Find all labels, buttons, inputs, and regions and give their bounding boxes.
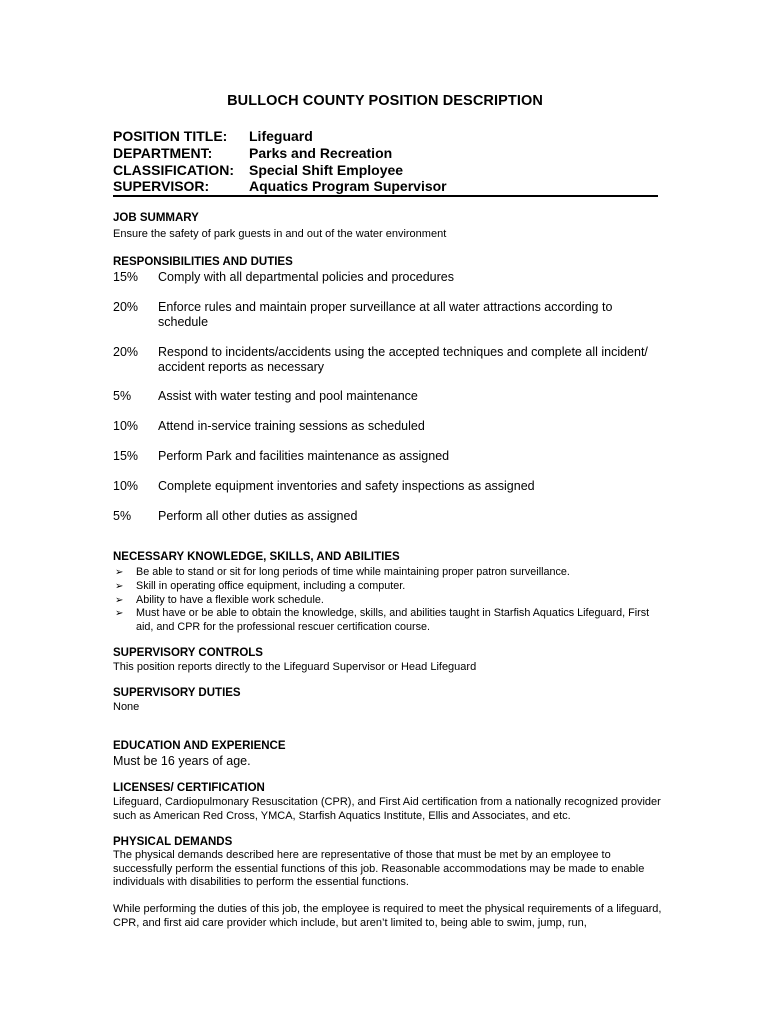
header-value: Special Shift Employee bbox=[249, 162, 404, 178]
arrow-bullet-icon: ➢ bbox=[115, 595, 124, 606]
physical-demands-text-continued: While performing the duties of this job, the employee is required to meet the physical requirements of a lifeguard, CPR, and first aid care provider which include, but aren’t limited to, being able to swim, jump, run, bbox=[113, 903, 662, 929]
header-value: Lifeguard bbox=[249, 128, 313, 144]
supervisory-duties-heading: SUPERVISORY DUTIES bbox=[113, 687, 241, 699]
duty-text: Complete equipment inventories and safety inspections as assigned bbox=[158, 479, 535, 493]
header-divider bbox=[113, 195, 658, 197]
duty-text: Enforce rules and maintain proper surveillance at all water attractions according to schedule bbox=[158, 300, 613, 329]
ksa-text: Skill in operating office equipment, including a computer. bbox=[136, 580, 406, 592]
header-label: POSITION TITLE: bbox=[113, 128, 228, 144]
duty-percent: 15% bbox=[113, 270, 139, 284]
header-label: DEPARTMENT: bbox=[113, 145, 213, 161]
supervisory-controls-heading: SUPERVISORY CONTROLS bbox=[113, 647, 263, 659]
ksa-text: Ability to have a flexible work schedule. bbox=[136, 594, 324, 606]
arrow-bullet-icon: ➢ bbox=[115, 581, 124, 592]
duty-text: Perform all other duties as assigned bbox=[158, 509, 358, 523]
arrow-bullet-icon: ➢ bbox=[115, 567, 124, 578]
duty-percent: 10% bbox=[113, 479, 139, 493]
duty-text: Assist with water testing and pool maintenance bbox=[158, 389, 418, 403]
supervisory-duties-text: None bbox=[113, 701, 140, 713]
duty-text: Comply with all departmental policies and procedures bbox=[158, 270, 454, 284]
education-text: Must be 16 years of age. bbox=[113, 754, 251, 768]
duty-percent: 5% bbox=[113, 389, 132, 403]
duty-percent: 20% bbox=[113, 345, 139, 359]
duty-percent: 20% bbox=[113, 300, 139, 314]
ksa-text: Must have or be able to obtain the knowledge, skills, and abilities taught in Starfish Aquatics Lifeguard, First aid, and CPR for the professional rescuer certification course. bbox=[136, 607, 650, 633]
header-value: Parks and Recreation bbox=[249, 145, 393, 161]
duty-percent: 15% bbox=[113, 449, 139, 463]
duty-percent: 10% bbox=[113, 419, 139, 433]
header-label: CLASSIFICATION: bbox=[113, 162, 235, 178]
header-value: Aquatics Program Supervisor bbox=[249, 178, 447, 194]
licenses-text: Lifeguard, Cardiopulmonary Resuscitation (CPR), and First Aid certification from a nationally recognized provider such as American Red Cross, YMCA, Starfish Aquatics Institute, Ellis and Associates, and etc. bbox=[113, 796, 661, 822]
education-heading: EDUCATION AND EXPERIENCE bbox=[113, 740, 286, 752]
ksa-text: Be able to stand or sit for long periods of time while maintaining proper patron surveillance. bbox=[136, 566, 570, 578]
job-summary-text: Ensure the safety of park guests in and out of the water environment bbox=[113, 228, 447, 240]
duty-text: Attend in-service training sessions as scheduled bbox=[158, 419, 425, 433]
arrow-bullet-icon: ➢ bbox=[115, 608, 124, 619]
duty-percent: 5% bbox=[113, 509, 132, 523]
document-title: BULLOCH COUNTY POSITION DESCRIPTION bbox=[227, 93, 543, 109]
duty-text: Perform Park and facilities maintenance as assigned bbox=[158, 449, 450, 463]
responsibilities-heading: RESPONSIBILITIES AND DUTIES bbox=[113, 256, 293, 268]
physical-demands-text: The physical demands described here are representative of those that must be met by an employee to successfully perform the essential functions of this job. Reasonable accommodations may be made to enable individuals with disabilities to perform the essential functions. bbox=[113, 849, 645, 888]
duty-text: Respond to incidents/accidents using the accepted techniques and complete all incident/ accident reports as necessary bbox=[158, 345, 648, 374]
ksa-heading: NECESSARY KNOWLEDGE, SKILLS, AND ABILITIES bbox=[113, 551, 400, 563]
supervisory-controls-text: This position reports directly to the Lifeguard Supervisor or Head Lifeguard bbox=[113, 661, 477, 673]
job-summary-heading: JOB SUMMARY bbox=[113, 212, 199, 224]
physical-demands-heading: PHYSICAL DEMANDS bbox=[113, 836, 233, 848]
licenses-heading: LICENSES/ CERTIFICATION bbox=[113, 782, 265, 794]
header-label: SUPERVISOR: bbox=[113, 178, 210, 194]
